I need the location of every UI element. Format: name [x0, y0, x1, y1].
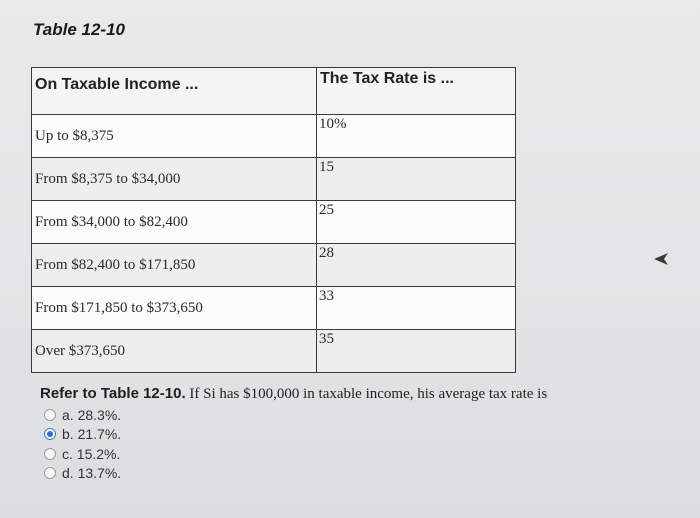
answer-option-label: d. 13.7%. — [62, 465, 122, 482]
answer-option-label: b. 21.7%. — [62, 426, 122, 443]
tax-rate-cell: 10% — [317, 115, 516, 158]
table-header-row — [32, 68, 516, 115]
radio-button-icon[interactable] — [44, 467, 56, 479]
answer-option-label: a. 28.3%. — [62, 406, 122, 423]
column-header-rate: The Tax Rate is ... — [317, 68, 516, 115]
radio-button-selected-icon[interactable] — [44, 428, 56, 440]
answer-option-d[interactable] — [44, 464, 121, 484]
answer-option-a[interactable] — [44, 405, 121, 425]
income-bracket-cell: From $82,400 to $171,850 — [32, 244, 317, 287]
question-text: If Si has $100,000 in taxable income, his average tax rate is — [185, 386, 548, 402]
column-header-income: On Taxable Income ... — [32, 68, 317, 115]
answer-option-c[interactable] — [44, 444, 121, 464]
table-row — [32, 115, 516, 158]
radio-button-icon[interactable] — [44, 409, 56, 421]
tax-rate-cell: 25 — [317, 201, 516, 244]
answer-options — [44, 405, 121, 483]
income-bracket-cell: From $34,000 to $82,400 — [32, 201, 317, 244]
table-row — [32, 330, 516, 373]
radio-button-icon[interactable] — [44, 448, 56, 460]
table-row — [32, 201, 516, 244]
tax-rate-cell: 15 — [317, 158, 516, 201]
table-row — [32, 287, 516, 330]
answer-option-b[interactable] — [44, 425, 121, 445]
question-prompt — [40, 385, 690, 403]
answer-option-label: c. 15.2%. — [62, 445, 121, 462]
income-bracket-cell: From $8,375 to $34,000 — [32, 158, 317, 201]
table-row — [32, 244, 516, 287]
table-row — [32, 158, 516, 201]
income-bracket-cell: Up to $8,375 — [32, 115, 317, 158]
question-reference: Refer to Table 12-10. — [40, 385, 186, 402]
mouse-pointer-icon — [652, 250, 670, 268]
tax-rate-cell: 33 — [317, 287, 516, 330]
tax-rate-cell: 35 — [317, 330, 516, 373]
tax-rate-table — [31, 67, 516, 373]
income-bracket-cell: Over $373,650 — [32, 330, 317, 373]
tax-rate-cell: 28 — [317, 244, 516, 287]
income-bracket-cell: From $171,850 to $373,650 — [32, 287, 317, 330]
page-title: Table 12-10 — [33, 20, 125, 39]
